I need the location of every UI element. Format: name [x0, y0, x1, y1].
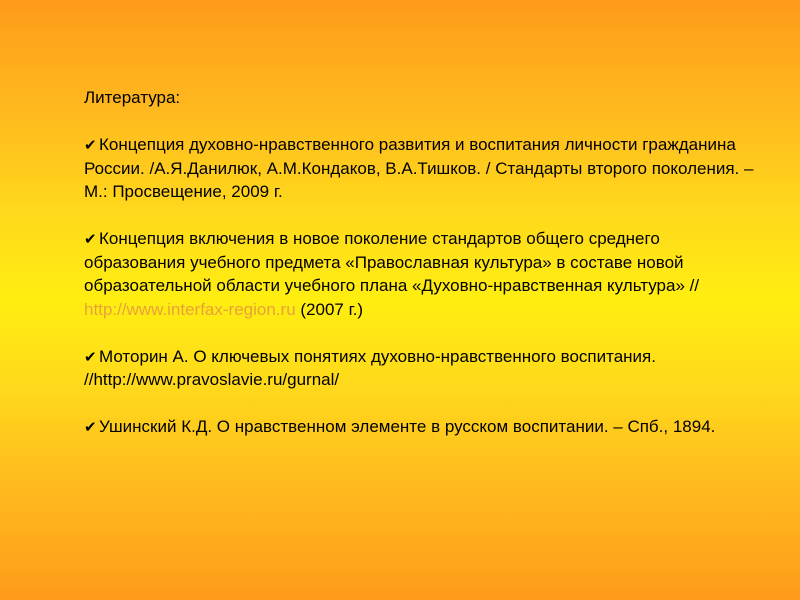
references-block [84, 86, 764, 462]
checkmark-bullet-icon: ✔ [84, 231, 97, 248]
checkmark-bullet-icon: ✔ [84, 419, 97, 436]
reference-item-4 [84, 415, 764, 439]
reference-link[interactable]: http://www.interfax-region.ru [84, 299, 296, 319]
slide-heading: Литература: [84, 88, 181, 107]
reference-item-1 [84, 133, 764, 204]
checkmark-bullet-icon: ✔ [84, 348, 97, 366]
reference-text: Концепция включения в новое поколение стандартов общего среднего образования учебного предмета «Православная культура» в составе новой образоательной области учебного плана «Духовно-нравственная культура» // [84, 229, 700, 295]
reference-text: Концепция духовно-нравственного развития и воспитания личности гражданина России. /А.Я.Данилюк, А.М.Кондаков, В.А.Тишков. / Стандарты второго поколения. – М.: Просвещение, 2009 г. [84, 135, 754, 201]
checkmark-bullet-icon: ✔ [84, 137, 97, 154]
reference-text: Ушинский К.Д. О нравственном элементе в русском воспитании. – Спб., 1894. [99, 417, 716, 436]
reference-text: Моторин А. О ключевых понятиях духовно-нравственного воспитания. //http://www.pravoslavie.ru/gurnal/ [84, 346, 656, 389]
reference-item-2 [84, 227, 764, 321]
reference-text-suffix: (2007 г.) [295, 299, 364, 319]
reference-item-3 [84, 345, 764, 392]
